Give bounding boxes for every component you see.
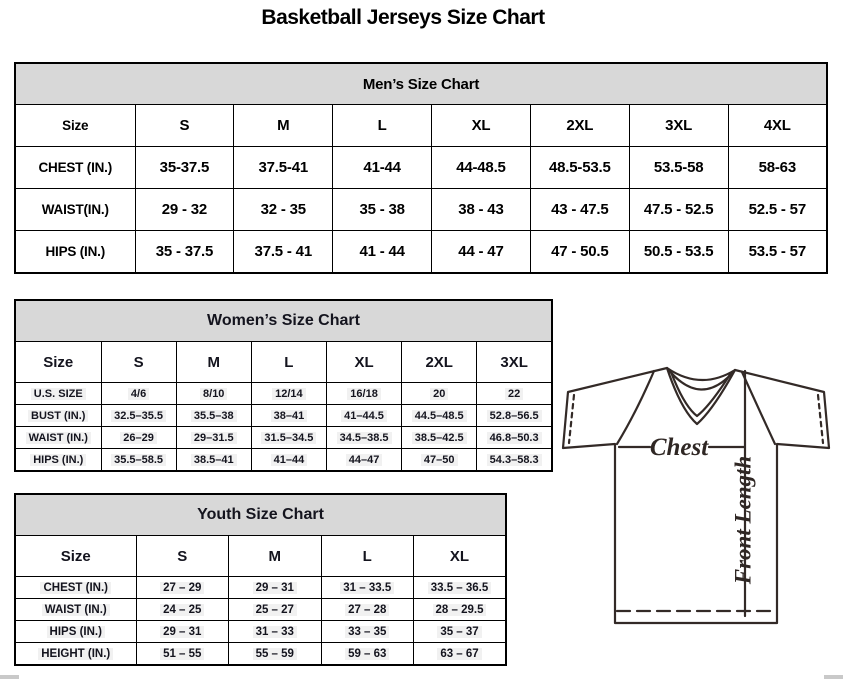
cell-value: 16/18 — [347, 388, 381, 400]
size-header-label: Size — [15, 536, 136, 577]
value-cell — [414, 599, 507, 621]
value-cell — [477, 427, 552, 449]
value-cell — [251, 427, 326, 449]
cell-value: 46.8–50.3 — [487, 432, 542, 444]
cell-value: 29 – 31 — [160, 626, 204, 638]
value-cell — [251, 383, 326, 405]
size-cell: XL — [432, 105, 531, 147]
row-label-text: WAIST (IN.) — [26, 432, 91, 444]
value-cell: 37.5-41 — [234, 147, 333, 189]
row-label: WAIST(IN.) — [15, 189, 135, 231]
value-cell — [402, 449, 477, 472]
cell-value: 26–29 — [120, 432, 157, 444]
value-cell — [136, 599, 229, 621]
value-cell — [321, 577, 414, 599]
value-cell: 29 - 32 — [135, 189, 234, 231]
size-cell: XL — [414, 536, 507, 577]
cell-value: 38.5–41 — [191, 454, 237, 466]
value-cell — [229, 643, 322, 666]
cell-value: 32.5–35.5 — [111, 410, 166, 422]
value-cell: 41-44 — [333, 147, 432, 189]
cell-value: 27 – 28 — [345, 604, 389, 616]
youth-size-chart-table — [14, 493, 507, 666]
value-cell: 35 - 37.5 — [135, 231, 234, 274]
size-cell: L — [333, 105, 432, 147]
value-cell — [136, 621, 229, 643]
value-cell — [101, 449, 176, 472]
cell-value: 44–47 — [346, 454, 383, 466]
cell-value: 12/14 — [272, 388, 306, 400]
row-label — [15, 383, 101, 405]
cell-value: 29–31.5 — [191, 432, 237, 444]
cell-value: 20 — [430, 388, 448, 400]
size-cell: M — [176, 342, 251, 383]
left-armhole-seam — [617, 371, 654, 444]
cell-value: 54.3–58.3 — [487, 454, 542, 466]
table-row — [15, 231, 827, 274]
mens-table-title: Men’s Size Chart — [15, 63, 827, 105]
page-title: Basketball Jerseys Size Chart — [261, 6, 545, 29]
value-cell — [176, 383, 251, 405]
cell-value: 24 – 25 — [160, 604, 204, 616]
size-cell: M — [234, 105, 333, 147]
value-cell: 43 - 47.5 — [530, 189, 629, 231]
size-cell: M — [229, 536, 322, 577]
row-label-text: BUST (IN.) — [28, 410, 88, 422]
row-label: CHEST (IN.) — [15, 147, 135, 189]
cell-value: 55 – 59 — [253, 648, 297, 660]
mens-size-chart-table — [14, 62, 828, 274]
chest-label: Chest — [649, 434, 709, 461]
value-cell — [326, 427, 401, 449]
value-cell — [101, 427, 176, 449]
value-cell — [477, 405, 552, 427]
value-cell — [101, 383, 176, 405]
row-label — [15, 621, 136, 643]
cell-value: 35 – 37 — [437, 626, 481, 638]
table-row — [15, 383, 552, 405]
cell-value: 51 – 55 — [160, 648, 204, 660]
size-cell: 3XL — [477, 342, 552, 383]
value-cell — [176, 449, 251, 472]
value-cell — [176, 405, 251, 427]
cell-value: 25 – 27 — [253, 604, 297, 616]
value-cell: 38 - 43 — [432, 189, 531, 231]
cell-value: 41–44.5 — [341, 410, 387, 422]
row-label-text: WAIST (IN.) — [42, 604, 110, 616]
value-cell: 44-48.5 — [432, 147, 531, 189]
womens-size-chart-table — [14, 299, 553, 472]
value-cell: 53.5-58 — [629, 147, 728, 189]
womens-table-title: Women’s Size Chart — [15, 300, 552, 342]
size-header-label: Size — [15, 342, 101, 383]
row-label — [15, 427, 101, 449]
cell-value: 27 – 29 — [160, 582, 204, 594]
youth-table-title: Youth Size Chart — [15, 494, 506, 536]
scrollbar-corner-artifact — [824, 675, 843, 679]
value-cell — [414, 577, 507, 599]
row-label-text: U.S. SIZE — [31, 388, 86, 400]
row-label-text: CHEST (IN.) — [40, 582, 111, 594]
row-label-text: HEIGHT (IN.) — [38, 648, 113, 660]
size-cell: XL — [326, 342, 401, 383]
size-header-label: Size — [15, 105, 135, 147]
value-cell — [229, 599, 322, 621]
cell-value: 28 – 29.5 — [433, 604, 487, 616]
row-label — [15, 405, 101, 427]
size-header-row — [15, 536, 506, 577]
right-armhole-seam — [742, 372, 775, 444]
value-cell — [251, 449, 326, 472]
value-cell: 47 - 50.5 — [530, 231, 629, 274]
value-cell: 53.5 - 57 — [728, 231, 827, 274]
right-cuff-dashed-line — [818, 395, 823, 443]
scrollbar-corner-artifact — [0, 675, 19, 679]
cell-value: 31.5–34.5 — [261, 432, 316, 444]
value-cell — [136, 577, 229, 599]
table-title-row — [15, 300, 552, 342]
cell-value: 47–50 — [421, 454, 458, 466]
cell-value: 63 – 67 — [437, 648, 481, 660]
value-cell — [326, 405, 401, 427]
cell-value: 38.5–42.5 — [412, 432, 467, 444]
value-cell — [414, 643, 507, 666]
value-cell: 58-63 — [728, 147, 827, 189]
value-cell — [321, 643, 414, 666]
cell-value: 29 – 31 — [253, 582, 297, 594]
table-row — [15, 599, 506, 621]
table-row — [15, 577, 506, 599]
cell-value: 35.5–58.5 — [111, 454, 166, 466]
size-cell: 2XL — [530, 105, 629, 147]
value-cell: 48.5-53.5 — [530, 147, 629, 189]
cell-value: 59 – 63 — [345, 648, 389, 660]
row-label — [15, 449, 101, 472]
value-cell — [229, 621, 322, 643]
value-cell: 37.5 - 41 — [234, 231, 333, 274]
size-cell: 3XL — [629, 105, 728, 147]
value-cell: 35-37.5 — [135, 147, 234, 189]
row-label — [15, 599, 136, 621]
cell-value: 34.5–38.5 — [337, 432, 392, 444]
left-cuff-dashed-line — [569, 395, 574, 443]
value-cell: 35 - 38 — [333, 189, 432, 231]
cell-value: 4/6 — [128, 388, 149, 400]
size-cell: S — [136, 536, 229, 577]
value-cell — [229, 577, 322, 599]
table-title-row — [15, 494, 506, 536]
size-cell: S — [135, 105, 234, 147]
table-title-row — [15, 63, 827, 105]
table-row — [15, 189, 827, 231]
size-cell: L — [321, 536, 414, 577]
size-cell: L — [251, 342, 326, 383]
cell-value: 33.5 – 36.5 — [428, 582, 492, 594]
value-cell: 32 - 35 — [234, 189, 333, 231]
table-row — [15, 449, 552, 472]
value-cell — [414, 621, 507, 643]
value-cell — [326, 383, 401, 405]
value-cell — [321, 599, 414, 621]
cell-value: 31 – 33.5 — [340, 582, 394, 594]
value-cell: 47.5 - 52.5 — [629, 189, 728, 231]
value-cell — [477, 449, 552, 472]
table-row — [15, 621, 506, 643]
size-header-row — [15, 342, 552, 383]
table-row — [15, 427, 552, 449]
jersey-outline — [563, 368, 829, 623]
cell-value: 41–44 — [271, 454, 308, 466]
cell-value: 31 – 33 — [253, 626, 297, 638]
row-label: HIPS (IN.) — [15, 231, 135, 274]
value-cell: 50.5 - 53.5 — [629, 231, 728, 274]
value-cell — [321, 621, 414, 643]
value-cell — [402, 405, 477, 427]
value-cell — [176, 427, 251, 449]
size-cell: 2XL — [402, 342, 477, 383]
cell-value: 8/10 — [200, 388, 227, 400]
cell-value: 33 – 35 — [345, 626, 389, 638]
row-label-text: HIPS (IN.) — [30, 454, 86, 466]
cell-value: 22 — [505, 388, 523, 400]
cell-value: 52.8–56.5 — [487, 410, 542, 422]
value-cell — [101, 405, 176, 427]
cell-value: 44.5–48.5 — [412, 410, 467, 422]
jersey-measurement-diagram — [558, 358, 834, 628]
value-cell — [136, 643, 229, 666]
value-cell: 44 - 47 — [432, 231, 531, 274]
front-length-label: Front Length — [730, 455, 756, 585]
size-header-row — [15, 105, 827, 147]
cell-value: 38–41 — [271, 410, 308, 422]
row-label — [15, 643, 136, 666]
table-row — [15, 147, 827, 189]
size-cell: 4XL — [728, 105, 827, 147]
value-cell: 52.5 - 57 — [728, 189, 827, 231]
table-row — [15, 405, 552, 427]
row-label-text: HIPS (IN.) — [47, 626, 105, 638]
cell-value: 35.5–38 — [191, 410, 237, 422]
row-label — [15, 577, 136, 599]
size-cell: S — [101, 342, 176, 383]
value-cell — [402, 383, 477, 405]
value-cell — [251, 405, 326, 427]
value-cell: 41 - 44 — [333, 231, 432, 274]
value-cell — [477, 383, 552, 405]
value-cell — [402, 427, 477, 449]
value-cell — [326, 449, 401, 472]
table-row — [15, 643, 506, 666]
